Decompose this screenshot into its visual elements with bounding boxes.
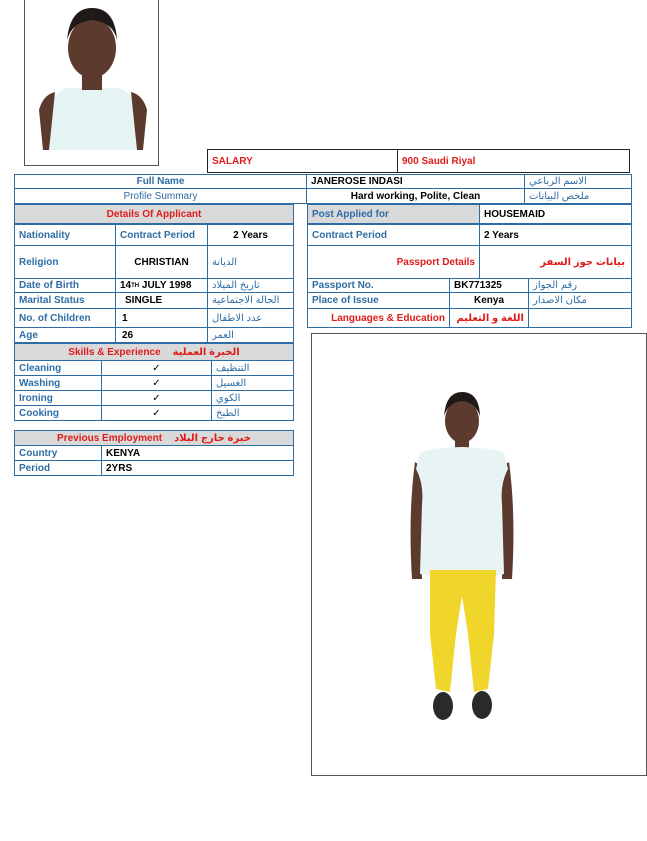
full-body-illustration — [312, 334, 646, 775]
dob-day: 14 — [120, 280, 132, 291]
children-value: 1 — [115, 308, 208, 328]
children-arabic: عدد الاطفال — [207, 308, 294, 328]
passport-details-arabic: بيانات جوز السفر — [479, 245, 632, 279]
religion-arabic: الديانة — [207, 245, 294, 279]
dob-suffix: TH — [131, 282, 140, 289]
details-header: Details Of Applicant — [14, 204, 294, 224]
children-label: No. of Children — [14, 308, 116, 328]
post-applied-value: HOUSEMAID — [479, 204, 632, 224]
skills-header — [14, 343, 294, 361]
dob-value — [115, 278, 208, 293]
passport-no-arabic: رقم الجواز — [528, 278, 632, 293]
place-of-issue-label: Place of Issue — [307, 292, 450, 309]
dob-arabic: تاريخ الميلاد — [207, 278, 294, 293]
portrait-photo — [24, 0, 159, 166]
skill-arabic: الغسيل — [211, 375, 294, 391]
full-name-label: Full Name — [14, 174, 307, 189]
profile-summary-label: Profile Summary — [14, 188, 307, 204]
full-name-arabic: الاسم الرباعي — [524, 174, 632, 189]
employment-period-value: 2YRS — [101, 460, 294, 476]
skill-label: Ironing — [14, 390, 102, 406]
previous-employment-arabic: خبرة خارج البلاد — [174, 432, 251, 444]
marital-value: SINGLE — [115, 292, 208, 309]
skill-check: ✓ — [101, 405, 212, 421]
skill-label: Washing — [14, 375, 102, 391]
skill-label: Cleaning — [14, 360, 102, 376]
place-of-issue-value: Kenya — [449, 292, 529, 309]
languages-education-arabic: اللغة و التعليم — [449, 308, 529, 328]
dob-month-year: JULY 1998 — [139, 280, 192, 291]
dob-label: Date of Birth — [14, 278, 116, 293]
profile-summary-arabic: ملخص البيانات — [524, 188, 632, 204]
contract-period-label-left: Contract Period — [115, 224, 208, 246]
profile-summary-value: Hard working, Polite, Clean — [306, 188, 525, 204]
passport-no-label: Passport No. — [307, 278, 450, 293]
age-value: 26 — [115, 327, 208, 343]
portrait-illustration — [25, 0, 158, 165]
full-body-photo — [311, 333, 647, 776]
full-name-value: JANEROSE INDASI — [306, 174, 525, 189]
age-label: Age — [14, 327, 116, 343]
previous-employment-label: Previous Employment — [57, 432, 163, 444]
age-arabic: العمر — [207, 327, 294, 343]
skill-arabic: الكوي — [211, 390, 294, 406]
employment-country-label: Country — [14, 445, 102, 461]
employment-period-label: Period — [14, 460, 102, 476]
marital-label: Marital Status — [14, 292, 116, 309]
contract-period-label-right: Contract Period — [307, 224, 480, 246]
place-of-issue-arabic: مكان الاصدار — [528, 292, 632, 309]
contract-period-value-right: 2 Years — [479, 224, 632, 246]
religion-value: CHRISTIAN — [115, 245, 208, 279]
religion-label: Religion — [14, 245, 116, 279]
skills-header-label: Skills & Experience — [68, 346, 161, 358]
passport-details-label: Passport Details — [307, 245, 480, 279]
post-applied-label: Post Applied for — [307, 204, 480, 224]
previous-employment-header — [14, 430, 294, 446]
salary-label: SALARY — [207, 149, 398, 173]
nationality-label: Nationality — [14, 224, 116, 246]
skills-header-arabic: الخبرة العملية — [172, 346, 240, 358]
skill-label: Cooking — [14, 405, 102, 421]
contract-period-value-left: 2 Years — [207, 224, 294, 246]
employment-country-value: KENYA — [101, 445, 294, 461]
skill-arabic: التنظيف — [211, 360, 294, 376]
languages-education-value — [528, 308, 632, 328]
skill-arabic: الطبخ — [211, 405, 294, 421]
salary-value: 900 Saudi Riyal — [397, 149, 630, 173]
passport-no-value: BK771325 — [449, 278, 529, 293]
marital-arabic: الحالة الاجتماعية — [207, 292, 294, 309]
skill-check: ✓ — [101, 375, 212, 391]
skill-check: ✓ — [101, 390, 212, 406]
skill-check: ✓ — [101, 360, 212, 376]
languages-education-label: Languages & Education — [307, 308, 450, 328]
